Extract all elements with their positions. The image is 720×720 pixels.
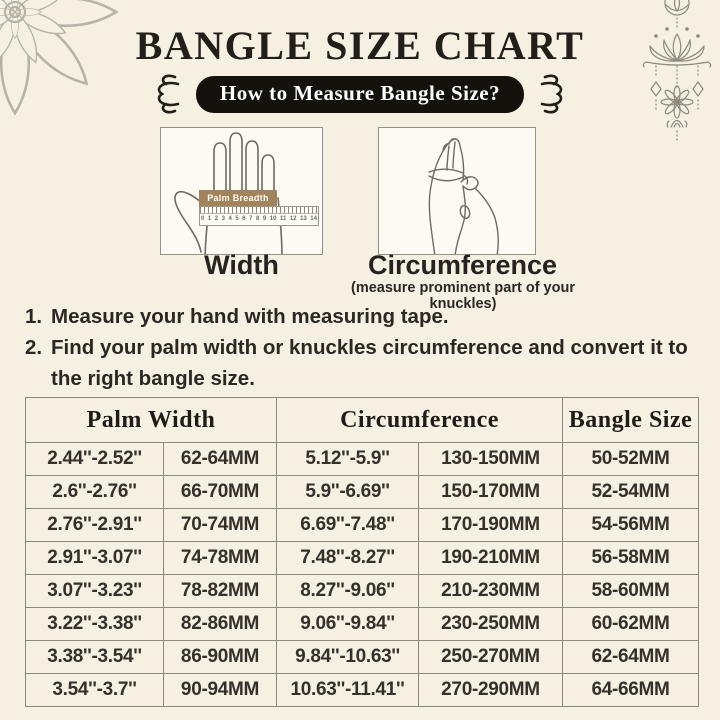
table-cell: 9.84''-10.63'' xyxy=(277,641,419,674)
table-cell: 210-230MM xyxy=(419,575,563,608)
table-cell: 2.76''-2.91'' xyxy=(26,509,164,542)
ruler-number: 4 xyxy=(228,216,232,222)
ruler-ticks xyxy=(200,207,318,214)
table-row xyxy=(26,575,699,608)
table-cell: 82-86MM xyxy=(164,608,277,641)
table-row xyxy=(26,476,699,509)
ruler-number: 12 xyxy=(289,216,297,222)
badge-row xyxy=(0,72,720,116)
knuckle-measure-illustration-icon xyxy=(379,128,536,255)
circumference-illustration-box xyxy=(378,127,536,255)
table-cell: 70-74MM xyxy=(164,509,277,542)
ruler-numbers xyxy=(200,214,318,224)
width-illustration-box xyxy=(160,127,323,255)
ruler-number: 13 xyxy=(300,216,307,222)
palm-breadth-band xyxy=(199,190,277,206)
ruler-number: 14 xyxy=(310,216,317,222)
table-cell: 230-250MM xyxy=(419,608,563,641)
flourish-left-icon xyxy=(151,72,183,116)
ruler-icon xyxy=(199,206,319,226)
table-cell: 2.44''-2.52'' xyxy=(26,443,164,476)
table-cell: 7.48''-8.27'' xyxy=(277,542,419,575)
table-cell: 130-150MM xyxy=(419,443,563,476)
table-cell: 170-190MM xyxy=(419,509,563,542)
table-cell: 5.12''-5.9'' xyxy=(277,443,419,476)
instruction-step-1 xyxy=(25,302,701,333)
header-palm-width: Palm Width xyxy=(26,398,277,443)
ruler-number: 0 xyxy=(201,216,205,222)
table-cell: 90-94MM xyxy=(164,674,277,707)
ruler-number: 1 xyxy=(207,216,212,222)
table-cell: 56-58MM xyxy=(563,542,699,575)
bangle-size-table xyxy=(25,397,699,707)
table-cell: 60-62MM xyxy=(563,608,699,641)
table-cell: 66-70MM xyxy=(164,476,277,509)
table-cell: 86-90MM xyxy=(164,641,277,674)
ruler-number: 6 xyxy=(242,216,246,222)
ruler-number: 2 xyxy=(214,216,219,222)
flourish-right-icon xyxy=(537,72,569,116)
table-cell: 10.63''-11.41'' xyxy=(277,674,419,707)
ruler-number: 11 xyxy=(279,216,287,222)
how-to-measure-badge: How to Measure Bangle Size? xyxy=(196,76,524,113)
table-cell: 250-270MM xyxy=(419,641,563,674)
circumference-caption: Circumference xyxy=(367,250,558,280)
table-row xyxy=(26,674,699,707)
width-caption: Width xyxy=(204,250,279,280)
table-cell: 5.9''-6.69'' xyxy=(277,476,419,509)
table-cell: 54-56MM xyxy=(563,509,699,542)
table-cell: 58-60MM xyxy=(563,575,699,608)
table-cell: 62-64MM xyxy=(563,641,699,674)
ruler-number: 10 xyxy=(269,216,277,222)
ruler-number: 9 xyxy=(262,216,267,222)
table-row xyxy=(26,641,699,674)
table-cell: 50-52MM xyxy=(563,443,699,476)
table-cell: 8.27''-9.06'' xyxy=(277,575,419,608)
ruler-number: 7 xyxy=(249,216,253,222)
table-cell: 78-82MM xyxy=(164,575,277,608)
ruler-number: 5 xyxy=(235,216,239,222)
table-cell: 52-54MM xyxy=(563,476,699,509)
table-cell: 150-170MM xyxy=(419,476,563,509)
ruler-number: 8 xyxy=(256,216,260,222)
header-bangle-size: Bangle Size xyxy=(563,398,699,443)
page-title: BANGLE SIZE CHART xyxy=(135,23,585,68)
table-cell: 190-210MM xyxy=(419,542,563,575)
table-cell: 3.54''-3.7'' xyxy=(26,674,164,707)
ruler-number: 3 xyxy=(221,216,225,222)
table-cell: 270-290MM xyxy=(419,674,563,707)
table-header-row xyxy=(26,398,699,443)
table-row xyxy=(26,509,699,542)
table-cell: 3.22''-3.38'' xyxy=(26,608,164,641)
table-cell: 9.06''-9.84'' xyxy=(277,608,419,641)
table-row xyxy=(26,608,699,641)
instruction-step-2 xyxy=(25,333,701,395)
header-circumference: Circumference xyxy=(277,398,563,443)
instruction-text: Find your palm width or knuckles circumference and convert it to the right bangle size. xyxy=(51,335,688,390)
table-cell: 64-66MM xyxy=(563,674,699,707)
table-cell: 62-64MM xyxy=(164,443,277,476)
instruction-text: Measure your hand with measuring tape. xyxy=(51,305,449,328)
table-cell: 74-78MM xyxy=(164,542,277,575)
table-cell: 3.38''-3.54'' xyxy=(26,641,164,674)
circumference-note: (measure prominent part of your knuckles) xyxy=(351,280,575,312)
table-cell: 3.07''-3.23'' xyxy=(26,575,164,608)
table-cell: 2.91''-3.07'' xyxy=(26,542,164,575)
instruction-number: 2. xyxy=(25,335,43,359)
palm-breadth-label: Palm Breadth xyxy=(207,193,269,203)
instructions-list xyxy=(25,302,701,394)
instruction-number: 1. xyxy=(25,305,43,328)
table-cell: 6.69''-7.48'' xyxy=(277,509,419,542)
table-cell: 2.6''-2.76'' xyxy=(26,476,164,509)
table-row xyxy=(26,443,699,476)
table-row xyxy=(26,542,699,575)
